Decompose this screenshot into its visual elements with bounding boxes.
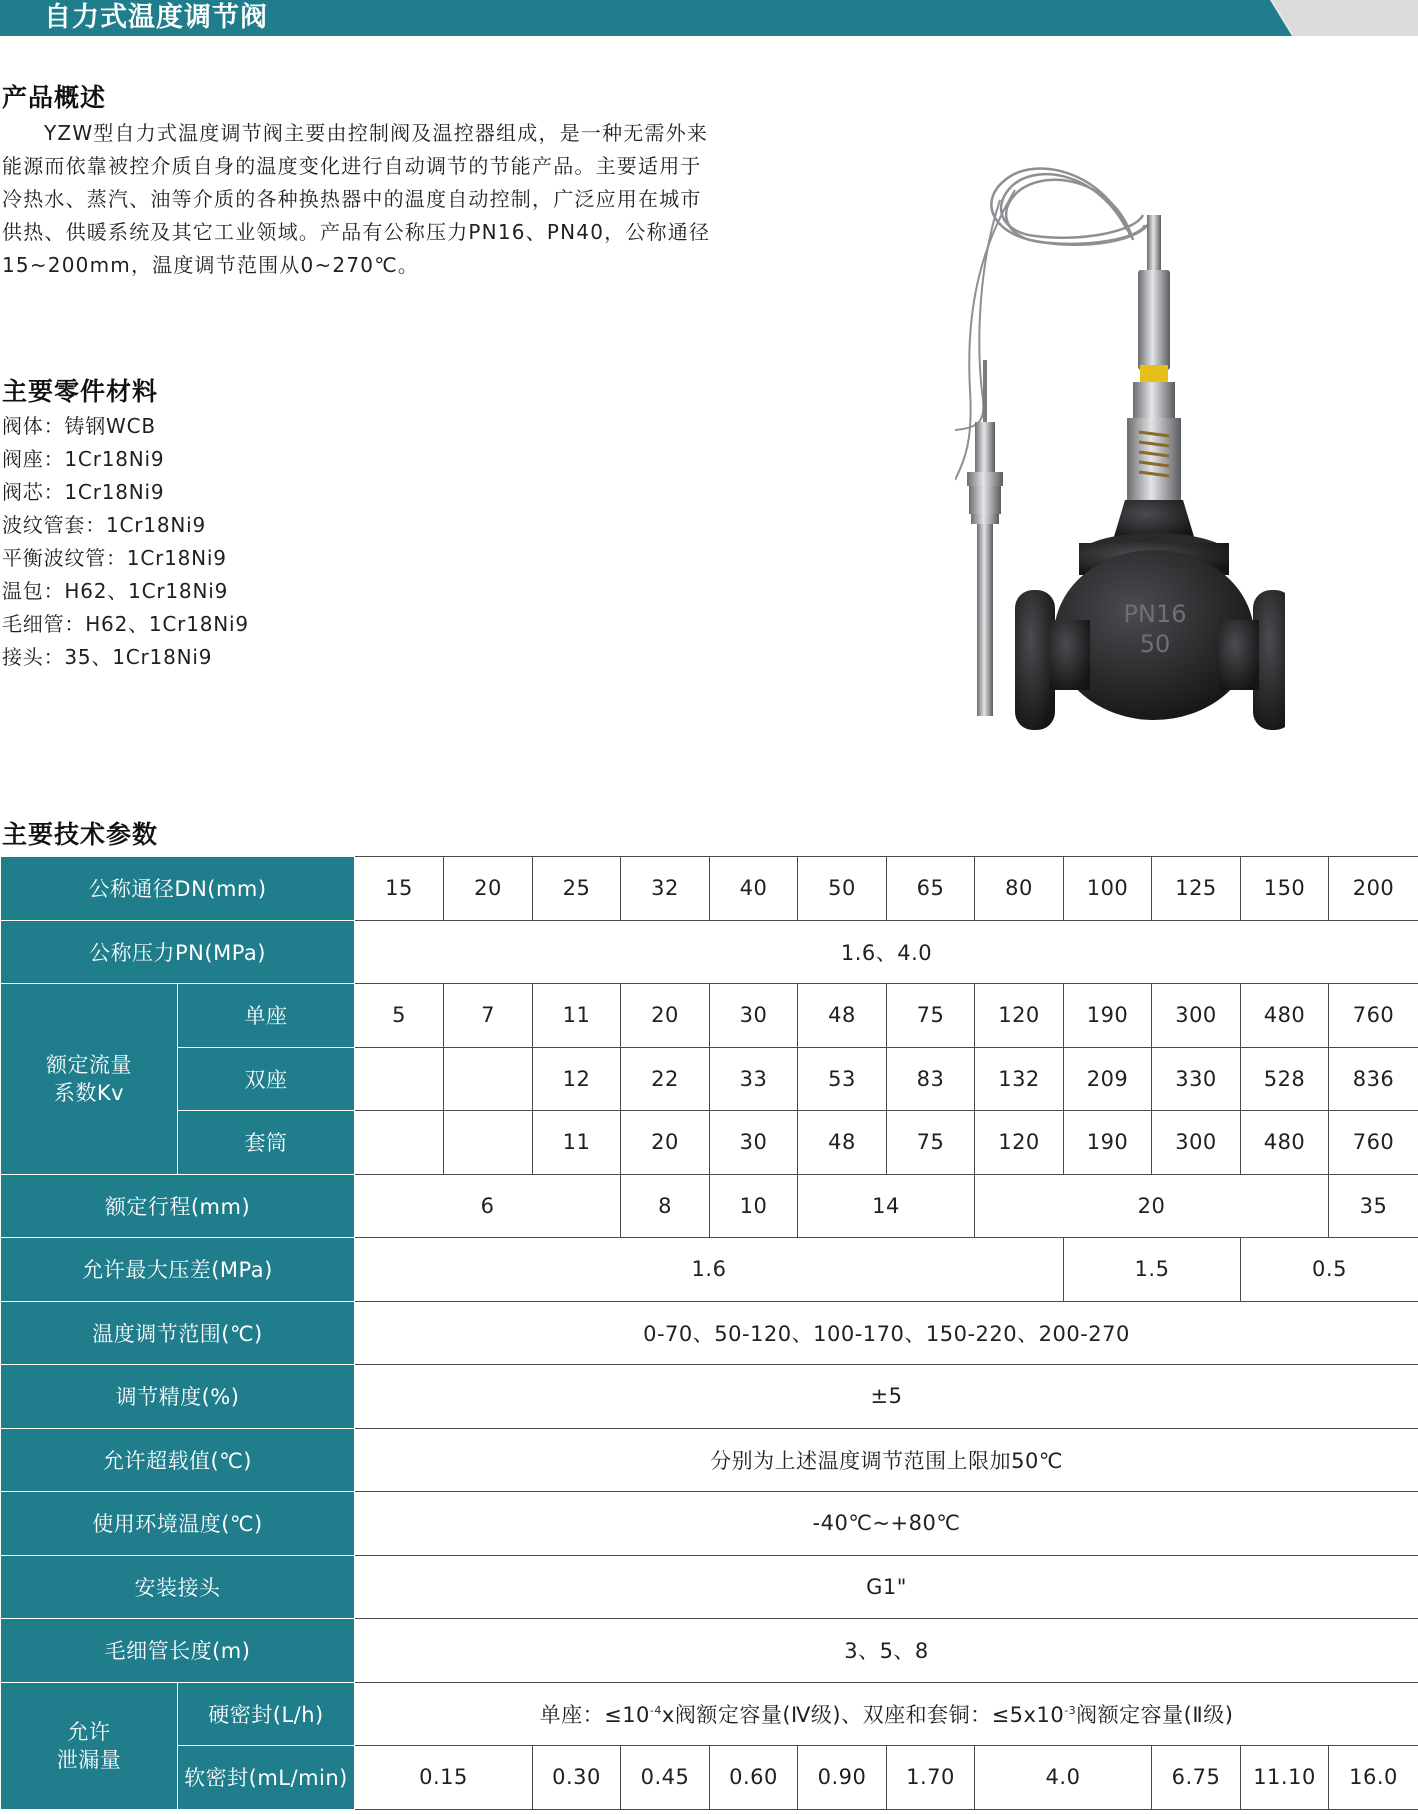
material-item: 温包：H62、1Cr18Ni9	[2, 579, 229, 603]
dn-cell: 20	[444, 857, 533, 921]
kv-cell: 190	[1064, 984, 1152, 1048]
soft-seal-cell: 11.10	[1241, 1746, 1329, 1810]
soft-seal-cell: 16.0	[1329, 1746, 1418, 1810]
kv-cell: 22	[621, 1047, 710, 1111]
materials-list	[2, 410, 249, 674]
hard-seal-text: 单座：≤10	[539, 1702, 650, 1727]
body-marking-top: PN16	[1123, 600, 1187, 628]
hard-seal-text: x阀额定容量(Ⅳ级)、双座和套铜：≤5x10	[661, 1702, 1065, 1727]
spec-table	[0, 856, 1418, 1810]
temperature-bulb	[967, 360, 1003, 716]
kv-cell: 75	[887, 1111, 975, 1175]
overview-line: YZW型自力式温度调节阀主要由控制阀及温控器组成，是一种无需外来	[44, 121, 709, 145]
kv-cell: 30	[710, 1111, 798, 1175]
kv-cell: 53	[798, 1047, 887, 1111]
dn-label: 公称通径DN(mm)	[1, 857, 355, 921]
dn-cell: 32	[621, 857, 710, 921]
soft-seal-label: 软密封(mL/min)	[178, 1746, 355, 1810]
dn-cell: 40	[710, 857, 798, 921]
soft-seal-cell: 4.0	[975, 1746, 1152, 1810]
leak-label-line: 允许	[67, 1719, 111, 1744]
dn-cell: 150	[1241, 857, 1329, 921]
kv-cell: 48	[798, 1111, 887, 1175]
dp-cell: 1.6	[355, 1238, 1064, 1302]
kv-cell: 528	[1241, 1047, 1329, 1111]
dn-cell: 200	[1329, 857, 1418, 921]
material-item: 毛细管：H62、1Cr18Ni9	[2, 612, 249, 636]
table-row	[1, 1174, 1418, 1238]
kv-cell: 20	[621, 1111, 710, 1175]
kv-cell: 75	[887, 984, 975, 1048]
kv-double-label: 双座	[178, 1047, 355, 1111]
accuracy-label: 调节精度(%)	[1, 1365, 355, 1429]
kv-cell	[355, 1047, 444, 1111]
material-item: 波纹管套：1Cr18Ni9	[2, 513, 207, 537]
kv-label	[1, 984, 178, 1175]
kv-cell: 12	[533, 1047, 621, 1111]
page-title: 自力式温度调节阀	[44, 2, 268, 33]
kv-cell: 132	[975, 1047, 1064, 1111]
stroke-label: 额定行程(mm)	[1, 1174, 355, 1238]
leak-label	[1, 1682, 178, 1809]
table-row	[1, 1682, 1418, 1746]
accuracy-value: ±5	[355, 1365, 1418, 1429]
soft-seal-cell: 0.90	[798, 1746, 887, 1810]
specs-heading: 主要技术参数	[2, 820, 159, 849]
kv-cell: 33	[710, 1047, 798, 1111]
pn-label: 公称压力PN(MPa)	[1, 920, 355, 984]
capillary-label: 毛细管长度(m)	[1, 1619, 355, 1683]
kv-cell: 20	[621, 984, 710, 1048]
kv-cell	[355, 1111, 444, 1175]
stroke-cell: 14	[798, 1174, 975, 1238]
kv-cell: 209	[1064, 1047, 1152, 1111]
material-item: 阀体：铸钢WCB	[2, 414, 156, 438]
dp-cell: 1.5	[1064, 1238, 1241, 1302]
kv-cell: 120	[975, 984, 1064, 1048]
temp-range-label: 温度调节范围(℃)	[1, 1301, 355, 1365]
kv-cell	[444, 1111, 533, 1175]
kv-cell: 190	[1064, 1111, 1152, 1175]
stroke-cell: 8	[621, 1174, 710, 1238]
kv-cell: 480	[1241, 1111, 1329, 1175]
table-row	[1, 1555, 1418, 1619]
kv-cell: 11	[533, 984, 621, 1048]
stroke-cell: 6	[355, 1174, 621, 1238]
kv-cell: 836	[1329, 1047, 1418, 1111]
hard-seal-value	[355, 1682, 1418, 1746]
stroke-cell: 10	[710, 1174, 798, 1238]
table-row	[1, 920, 1418, 984]
table-row	[1, 1428, 1418, 1492]
table-row	[1, 1492, 1418, 1556]
kv-sleeve-label: 套筒	[178, 1111, 355, 1175]
hard-seal-exp: -4	[649, 1703, 662, 1717]
valve-product-image	[955, 160, 1285, 730]
kv-cell: 300	[1152, 1111, 1241, 1175]
material-item: 阀芯：1Cr18Ni9	[2, 480, 165, 504]
kv-label-line: 额定流量	[46, 1052, 132, 1077]
kv-cell: 5	[355, 984, 444, 1048]
kv-cell: 83	[887, 1047, 975, 1111]
hard-seal-label: 硬密封(L/h)	[178, 1682, 355, 1746]
soft-seal-cell: 0.30	[533, 1746, 621, 1810]
table-row	[1, 857, 1418, 921]
soft-seal-cell: 6.75	[1152, 1746, 1241, 1810]
hard-seal-text: 阀额定容量(Ⅱ级)	[1076, 1702, 1234, 1727]
table-row	[1, 1238, 1418, 1302]
dp-cell: 0.5	[1241, 1238, 1418, 1302]
overview-line: 能源而依靠被控介质自身的温度变化进行自动调节的节能产品。主要适用于	[2, 154, 702, 178]
dn-cell: 25	[533, 857, 621, 921]
kv-cell: 11	[533, 1111, 621, 1175]
dn-cell: 125	[1152, 857, 1241, 921]
table-row	[1, 1301, 1418, 1365]
kv-cell: 48	[798, 984, 887, 1048]
dn-cell: 50	[798, 857, 887, 921]
kv-cell	[444, 1047, 533, 1111]
temp-range-value: 0-70、50-120、100-170、150-220、200-270	[355, 1301, 1418, 1365]
table-row	[1, 1746, 1418, 1810]
kv-cell: 480	[1241, 984, 1329, 1048]
dp-label: 允许最大压差(MPa)	[1, 1238, 355, 1302]
body-marking-bottom: 50	[1139, 630, 1171, 658]
kv-cell: 7	[444, 984, 533, 1048]
valve-body	[1015, 500, 1285, 730]
fitting-value: G1"	[355, 1555, 1418, 1619]
ambient-value: -40℃~+80℃	[355, 1492, 1418, 1556]
table-row	[1, 984, 1418, 1048]
pn-value: 1.6、4.0	[355, 920, 1418, 984]
ambient-label: 使用环境温度(℃)	[1, 1492, 355, 1556]
soft-seal-cell: 1.70	[887, 1746, 975, 1810]
soft-seal-cell: 0.45	[621, 1746, 710, 1810]
stroke-cell: 35	[1329, 1174, 1418, 1238]
overload-value: 分别为上述温度调节范围上限加50℃	[355, 1428, 1418, 1492]
actuator	[1127, 215, 1181, 508]
soft-seal-cell: 0.15	[355, 1746, 533, 1810]
material-item: 阀座：1Cr18Ni9	[2, 447, 165, 471]
capillary-value: 3、5、8	[355, 1619, 1418, 1683]
table-row	[1, 1619, 1418, 1683]
overload-label: 允许超载值(℃)	[1, 1428, 355, 1492]
dn-cell: 100	[1064, 857, 1152, 921]
hard-seal-exp: -3	[1064, 1703, 1077, 1717]
dn-cell: 80	[975, 857, 1064, 921]
overview-paragraph	[2, 117, 778, 282]
leak-label-line: 泄漏量	[56, 1747, 122, 1772]
kv-cell: 30	[710, 984, 798, 1048]
dn-cell: 65	[887, 857, 975, 921]
soft-seal-cell: 0.60	[710, 1746, 798, 1810]
dn-cell: 15	[355, 857, 444, 921]
stroke-cell: 20	[975, 1174, 1329, 1238]
fitting-label: 安装接头	[1, 1555, 355, 1619]
table-row	[1, 1111, 1418, 1175]
overview-line: 15~200mm，温度调节范围从0~270℃。	[2, 253, 420, 277]
kv-cell: 760	[1329, 1111, 1418, 1175]
title-banner	[0, 0, 1418, 36]
table-row	[1, 1047, 1418, 1111]
overview-line: 供热、供暖系统及其它工业领域。产品有公称压力PN16、PN40，公称通径	[2, 220, 711, 244]
kv-single-label: 单座	[178, 984, 355, 1048]
overview-heading: 产品概述	[2, 83, 107, 112]
kv-cell: 330	[1152, 1047, 1241, 1111]
kv-label-line: 系数Kv	[53, 1080, 125, 1105]
overview-line: 冷热水、蒸汽、油等介质的各种换热器中的温度自动控制，广泛应用在城市	[2, 187, 702, 211]
kv-cell: 300	[1152, 984, 1241, 1048]
material-item: 平衡波纹管：1Cr18Ni9	[2, 546, 227, 570]
material-item: 接头：35、1Cr18Ni9	[2, 645, 213, 669]
kv-cell: 760	[1329, 984, 1418, 1048]
materials-heading: 主要零件材料	[2, 377, 159, 406]
table-row	[1, 1365, 1418, 1429]
kv-cell: 120	[975, 1111, 1064, 1175]
